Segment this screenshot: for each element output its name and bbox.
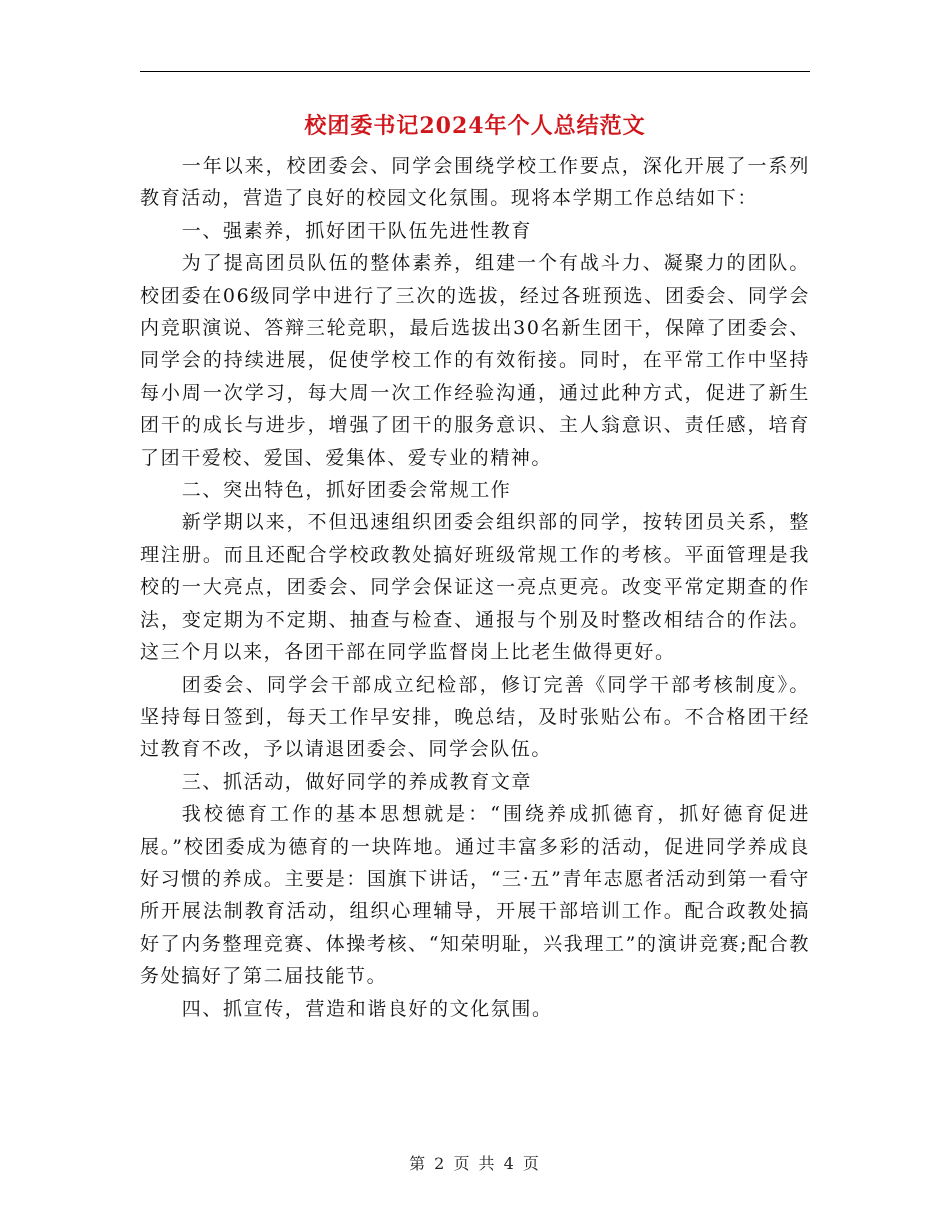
page-number: 第 2 页 共 4 页 [409, 1154, 541, 1173]
document-body [140, 150, 810, 1025]
paragraph-section-3: 我校德育工作的基本思想就是：“围绕养成抓德育，抓好德育促进展。”校团委成为德育的一块阵地。通过丰富多彩的活动，促进同学养成良好习惯的养成。主要是：国旗下讲话，“三·五”青年志愿者活动到第一看守所开展法制教育活动，组织心理辅导，开展干部培训工作。配合政教处搞好了内务整理竞赛、体操考核、“知荣明耻，兴我理工”的演讲竞赛;配合教务处搞好了第二届技能节。 [140, 803, 810, 988]
heading-section-4: 四、抓宣传，营造和谐良好的文化氛围。 [181, 997, 553, 1020]
heading-section-3: 三、抓活动，做好同学的养成教育文章 [181, 770, 532, 793]
header-rule [140, 71, 810, 72]
heading-section-2: 二、突出特色，抓好团委会常规工作 [181, 479, 512, 502]
paragraph-intro: 一年以来，校团委会、同学会围绕学校工作要点，深化开展了一系列教育活动，营造了良好的校园文化氛围。现将本学期工作总结如下： [140, 155, 810, 210]
paragraph-section-1: 为了提高团员队伍的整体素养，组建一个有战斗力、凝聚力的团队。校团委在06级同学中进行了三次的选拔，经过各班预选、团委会、同学会内竞职演说、答辩三轮竞职，最后选拔出30名新生团干，保障了团委会、同学会的持续进展，促使学校工作的有效衔接。同时，在平常工作中坚持每小周一次学习，每大周一次工作经验沟通，通过此种方式，促进了新生团干的成长与进步，增强了团干的服务意识、主人翁意识、责任感，培育了团干爱校、爱国、爱集体、爱专业的精神。 [140, 252, 810, 469]
paragraph-section-2b: 团委会、同学会干部成立纪检部，修订完善《同学干部考核制度》。坚持每日签到，每天工作早安排，晚总结，及时张贴公布。不合格团干经过教育不改，予以请退团委会、同学会队伍。 [140, 673, 810, 761]
document-title: 校团委书记2024年个人总结范文 [304, 113, 646, 139]
heading-section-1: 一、强素养，抓好团干队伍先进性教育 [181, 219, 532, 242]
paragraph-section-2a: 新学期以来，不但迅速组织团委会组织部的同学，按转团员关系，整理注册。而且还配合学校政教处搞好班级常规工作的考核。平面管理是我校的一大亮点，团委会、同学会保证这一亮点更亮。改变平常定期查的作法，变定期为不定期、抽查与检查、通报与个别及时整改相结合的作法。这三个月以来，各团干部在同学监督岗上比老生做得更好。 [140, 511, 810, 664]
